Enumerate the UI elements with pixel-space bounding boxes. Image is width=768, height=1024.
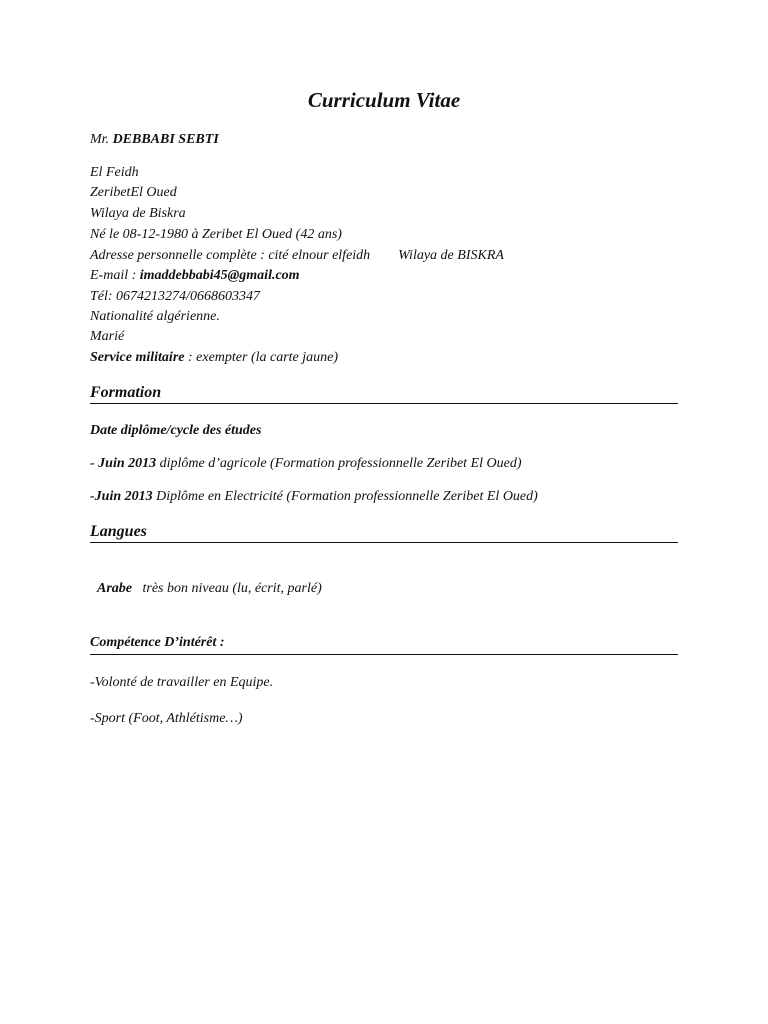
name-line <box>90 132 219 148</box>
language-level: très bon niveau (lu, écrit, parlé) <box>132 581 322 596</box>
email-value: imaddebbabi45@gmail.com <box>139 268 300 283</box>
section-heading-langues: Langues <box>90 523 678 543</box>
formation-subheading: Date diplôme/cycle des études <box>90 423 262 438</box>
marital-status-line: Marié <box>90 329 125 344</box>
birth-line: Né le 08-12-1980 à Zeribet El Oued (42 ans) <box>90 227 342 242</box>
formation-item-text: diplôme d’agricole (Formation professionnelle Zeribet El Oued) <box>156 456 522 471</box>
section-heading-formation: Formation <box>90 384 678 404</box>
address-line-1: El Feidh <box>90 165 139 180</box>
phone-line: Tél: 0674213274/0668603347 <box>90 289 260 304</box>
wilaya: Wilaya de BISKRA <box>398 248 504 263</box>
language-item <box>90 565 322 597</box>
document-title: Curriculum Vitae <box>307 88 461 112</box>
person-name: DEBBABI SEBTI <box>112 132 219 147</box>
formation-item-date: -Juin 2013 <box>90 489 153 504</box>
formation-item <box>90 456 522 472</box>
language-name: Arabe <box>97 581 132 596</box>
address-line-2: ZeribetEl Oued <box>90 185 177 200</box>
address-line-3: Wilaya de Biskra <box>90 206 186 221</box>
formation-item-date: - Juin 2013 <box>90 456 157 471</box>
email-line <box>90 268 300 284</box>
military-service-value: : exempter (la carte jaune) <box>184 350 339 365</box>
full-address-line <box>90 248 504 264</box>
military-service-line <box>90 350 338 366</box>
competence-item: -Sport (Foot, Athlétisme…) <box>90 711 243 726</box>
competence-item: -Volonté de travailler en Equipe. <box>90 675 274 690</box>
military-service-label: Service militaire <box>90 350 185 365</box>
formation-item <box>90 489 538 505</box>
nationality-line: Nationalité algérienne. <box>90 309 220 324</box>
section-heading-competence: Compétence D’intérêt : <box>90 635 678 655</box>
formation-item-text: Diplôme en Electricité (Formation professionnelle Zeribet El Oued) <box>152 489 538 504</box>
full-address: Adresse personnelle complète : cité elnour elfeidh <box>90 248 371 263</box>
name-prefix: Mr. <box>90 132 110 147</box>
email-label: E-mail : <box>90 268 137 283</box>
